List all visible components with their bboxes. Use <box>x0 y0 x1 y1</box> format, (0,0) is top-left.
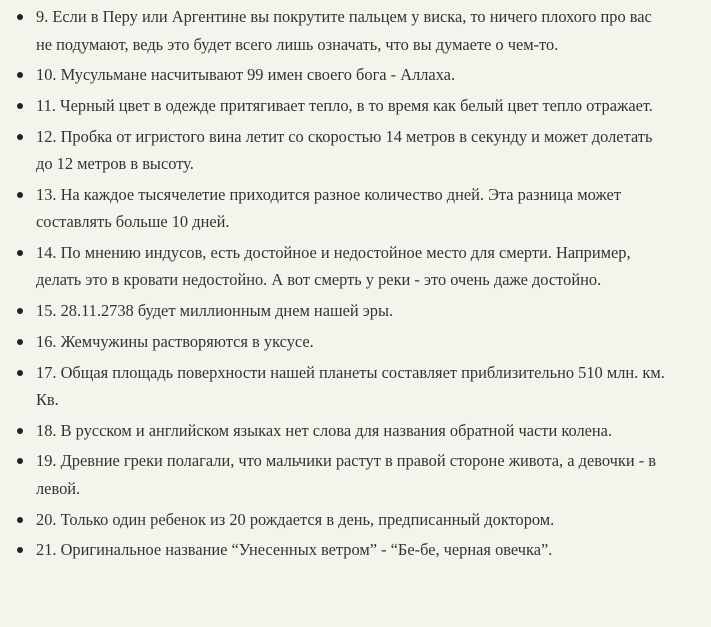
fact-text: 19. Древние греки полагали, что мальчики растут в правой стороне живота, а девочки - в левой. <box>36 451 656 498</box>
bullet-icon <box>17 103 23 109</box>
fact-item-17 <box>0 359 711 414</box>
fact-item-16 <box>0 328 711 356</box>
bullet-icon <box>17 308 23 314</box>
fact-text: 17. Общая площадь поверхности нашей планеты составляет приблизительно 510 млн. км. Кв. <box>36 362 665 409</box>
bullet-icon <box>17 517 23 523</box>
bullet-icon <box>17 547 23 553</box>
bullet-icon <box>17 458 23 464</box>
bullet-icon <box>17 250 23 256</box>
fact-text: 15. 28.11.2738 будет миллионным днем нашей эры. <box>36 301 394 321</box>
bullet-icon <box>17 14 23 20</box>
fact-text: 18. В русском и английском языках нет слова для названия обратной части колена. <box>36 420 613 440</box>
bullet-icon <box>17 428 23 434</box>
fact-item-12 <box>0 123 711 178</box>
fact-item-9 <box>0 3 711 58</box>
fact-text: 13. На каждое тысячелетие приходится разное количество дней. Эта разница может составлять больше 10 дней. <box>36 184 621 232</box>
fact-text: 12. Пробка от игристого вина летит со скоростью 14 метров в секунду и может долетать до 12 метров в высоту. <box>36 126 653 174</box>
facts-list <box>0 3 711 567</box>
bullet-icon <box>17 339 23 345</box>
bullet-icon <box>17 134 23 140</box>
bullet-icon <box>17 192 23 198</box>
fact-text: 20. Только один ребенок из 20 рождается в день, предписанный доктором. <box>36 509 555 529</box>
fact-item-11 <box>0 92 711 120</box>
fact-item-18 <box>0 417 711 445</box>
fact-text: 16. Жемчужины растворяются в уксусе. <box>36 331 314 351</box>
fact-item-20 <box>0 506 711 534</box>
fact-item-19 <box>0 447 711 502</box>
fact-text: 21. Оригинальное название “Унесенных ветром” - “Бе-бе, черная овечка”. <box>36 540 553 560</box>
fact-item-13 <box>0 181 711 236</box>
fact-item-21 <box>0 536 711 564</box>
bullet-icon <box>17 72 23 78</box>
bullet-icon <box>17 370 23 376</box>
fact-text: 10. Мусульмане насчитывают 99 имен своего бога - Аллаха. <box>36 65 456 85</box>
fact-item-10 <box>0 61 711 89</box>
fact-text: 14. По мнению индусов, есть достойное и недостойное место для смерти. Например, делать это в кровати недостойно. А вот смерть у реки - это очень даже достойно. <box>36 242 631 290</box>
fact-text: 9. Если в Перу или Аргентине вы покрутите пальцем у виска, то ничего плохого про вас не подумают, ведь это будет всего лишь означать, что вы думаете о чем-то. <box>36 7 652 54</box>
fact-item-14 <box>0 239 711 294</box>
fact-text: 11. Черный цвет в одежде притягивает тепло, в то время как белый цвет тепло отражает. <box>36 95 653 115</box>
fact-item-15 <box>0 297 711 325</box>
